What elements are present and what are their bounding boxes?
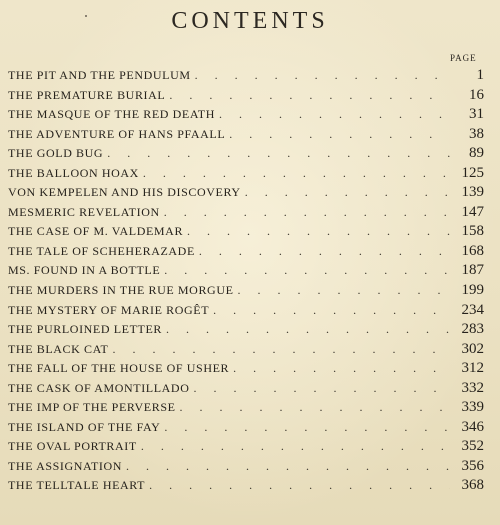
toc-entry	[8, 86, 484, 106]
toc-entry-page: 158	[461, 223, 484, 240]
toc-entry	[8, 359, 484, 379]
dot-leader	[164, 418, 450, 438]
toc-entry	[8, 281, 484, 301]
dot-leader	[126, 457, 450, 477]
dot-leader	[219, 105, 450, 125]
toc-entry	[8, 418, 484, 438]
dot-leader	[213, 301, 450, 321]
toc-entry	[8, 144, 484, 164]
toc-entry-title: THE CASE OF M. VALDEMAR	[8, 224, 184, 239]
toc-entry-page: 168	[461, 242, 484, 259]
toc-entry-page: 89	[469, 145, 484, 162]
dot-leader	[141, 437, 450, 457]
toc-entry	[8, 164, 484, 184]
toc-entry-page: 187	[461, 262, 484, 279]
toc-entry	[8, 476, 484, 496]
dot-leader	[187, 222, 450, 242]
dot-leader	[238, 281, 450, 301]
toc-entry-title: THE PIT AND THE PENDULUM	[8, 68, 191, 82]
dot-leader	[164, 261, 450, 281]
toc-entry	[8, 320, 484, 340]
toc-entry-page: 312	[461, 360, 484, 377]
toc-entry	[8, 340, 484, 360]
toc-entry-title: THE MURDERS IN THE RUE MORGUE	[8, 283, 234, 298]
toc-entry	[8, 105, 484, 125]
toc-entry-page: 352	[461, 438, 484, 455]
dot-leader	[164, 203, 450, 223]
toc-entry-title: THE MASQUE OF THE RED DEATH	[8, 107, 215, 122]
toc-entry-title: THE FALL OF THE HOUSE OF USHER	[8, 361, 230, 376]
toc-entry-page: 283	[461, 321, 484, 338]
dot-leader	[149, 476, 450, 496]
toc-entry	[8, 398, 484, 418]
toc-entry-page: 234	[461, 301, 484, 318]
toc-entry-title: MESMERIC REVELATION	[8, 204, 160, 219]
dot-leader	[229, 125, 450, 145]
toc-entry	[8, 437, 484, 457]
dot-leader	[169, 86, 450, 106]
toc-entry	[8, 66, 484, 86]
toc-entry-page: 302	[461, 340, 484, 357]
toc-entry-page: 139	[461, 184, 484, 201]
toc-entry	[8, 183, 484, 203]
toc-entry	[8, 203, 484, 223]
toc-entry-page: 16	[469, 86, 484, 103]
toc-entry-title: THE ASSIGNATION	[8, 458, 122, 473]
toc-entry-page: 368	[461, 477, 484, 494]
toc-entry	[8, 261, 484, 281]
toc-entry-title: MS. FOUND IN A BOTTLE	[8, 263, 161, 278]
toc-entry-page: 31	[469, 106, 484, 123]
table-of-contents	[8, 66, 484, 496]
toc-entry-title: THE BLACK CAT	[8, 341, 109, 356]
toc-entry	[8, 301, 484, 321]
dot-leader	[199, 242, 450, 262]
toc-entry-page: 346	[461, 418, 484, 435]
toc-entry-title: THE PURLOINED LETTER	[8, 322, 162, 337]
toc-entry-page: 339	[461, 399, 484, 416]
dot-leader	[180, 398, 450, 418]
toc-entry-title: THE TALE OF SCHEHERAZADE	[8, 243, 195, 258]
page-column-label: PAGE	[450, 53, 477, 63]
toc-entry-page: 332	[461, 379, 484, 396]
toc-entry-page: 38	[469, 125, 484, 142]
toc-entry-title: THE MYSTERY OF MARIE ROGÊT	[8, 302, 210, 317]
page-title: CONTENTS	[171, 8, 329, 34]
toc-entry	[8, 457, 484, 477]
toc-entry-page: 356	[461, 457, 484, 474]
toc-entry-title: THE PREMATURE BURIAL	[8, 87, 166, 102]
dot-leader	[193, 379, 450, 399]
toc-entry	[8, 379, 484, 399]
toc-entry	[8, 222, 484, 242]
toc-entry-page: 125	[461, 164, 484, 181]
dot-leader	[143, 164, 450, 184]
dot-leader	[112, 340, 450, 360]
toc-entry-page: 1	[476, 67, 484, 83]
toc-entry-title: THE ADVENTURE OF HANS PFAALL	[8, 126, 226, 141]
toc-entry-page: 199	[461, 282, 484, 299]
dot-leader	[107, 144, 450, 164]
dot-leader	[245, 183, 450, 203]
dot-leader	[166, 320, 450, 340]
toc-entry-title: THE OVAL PORTRAIT	[8, 439, 137, 454]
toc-entry-title: VON KEMPELEN AND HIS DISCOVERY	[8, 185, 241, 200]
toc-entry-title: THE ISLAND OF THE FAY	[8, 419, 161, 434]
dot-leader	[195, 66, 450, 86]
toc-entry-title: THE GOLD BUG	[8, 146, 104, 161]
toc-entry	[8, 125, 484, 145]
toc-entry-title: THE IMP OF THE PERVERSE	[8, 400, 176, 415]
toc-entry-title: THE TELLTALE HEART	[8, 478, 146, 493]
toc-entry-page: 147	[461, 203, 484, 220]
dot-leader	[233, 359, 450, 379]
toc-entry-title: THE CASK OF AMONTILLADO	[8, 380, 190, 395]
toc-entry	[8, 242, 484, 262]
toc-entry-title: THE BALLOON HOAX	[8, 165, 139, 180]
